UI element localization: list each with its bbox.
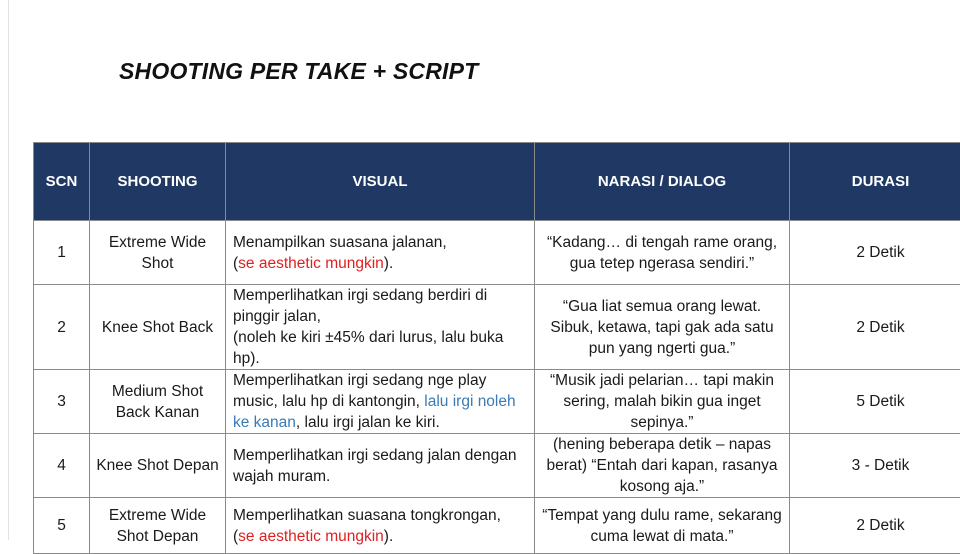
cell-visual: Memperlihatkan irgi sedang jalan dengan wajah muram. — [226, 434, 535, 498]
cell-shooting: Extreme Wide Shot Depan — [90, 498, 226, 554]
page-edge-rule — [8, 0, 9, 540]
cell-durasi: 2 Detik — [790, 285, 960, 370]
cell-narasi: “Gua liat semua orang lewat. Sibuk, ketawa, tapi gak ada satu pun yang ngerti gua.” — [535, 285, 790, 370]
table-header-row — [34, 143, 960, 221]
visual-highlight-red: se aesthetic mungkin — [238, 528, 384, 545]
table-row — [34, 498, 960, 554]
cell-shooting: Knee Shot Depan — [90, 434, 226, 498]
visual-paren: ( — [233, 528, 238, 545]
cell-scn: 5 — [34, 498, 90, 554]
cell-scn: 4 — [34, 434, 90, 498]
shooting-script-table — [33, 142, 960, 554]
cell-visual — [226, 498, 535, 554]
cell-shooting: Knee Shot Back — [90, 285, 226, 370]
header-visual: VISUAL — [226, 143, 535, 221]
cell-durasi: 2 Detik — [790, 498, 960, 554]
cell-narasi: (hening beberapa detik – napas berat) “Entah dari kapan, rasanya kosong aja.” — [535, 434, 790, 498]
cell-shooting: Extreme Wide Shot — [90, 221, 226, 285]
document-title: SHOOTING PER TAKE + SCRIPT — [119, 58, 478, 85]
table-row — [34, 285, 960, 370]
header-shooting: SHOOTING — [90, 143, 226, 221]
visual-paren: ). — [384, 528, 393, 545]
visual-paren: ( — [233, 255, 238, 272]
visual-text: , lalu irgi jalan ke kiri. — [296, 414, 440, 431]
cell-visual — [226, 285, 535, 370]
header-scn: SCN — [34, 143, 90, 221]
visual-text: Memperlihatkan irgi sedang berdiri di pinggir jalan, — [233, 287, 487, 325]
visual-text: Memperlihatkan suasana tongkrongan, — [233, 507, 501, 524]
visual-text: Memperlihatkan irgi sedang nge play music, lalu hp di kantongin, — [233, 372, 486, 410]
visual-highlight-blue: lalu irgi noleh ke kanan — [233, 393, 516, 431]
cell-scn: 1 — [34, 221, 90, 285]
cell-narasi: “Tempat yang dulu rame, sekarang cuma lewat di mata.” — [535, 498, 790, 554]
table-row — [34, 434, 960, 498]
visual-highlight-red: se aesthetic mungkin — [238, 255, 384, 272]
cell-durasi: 2 Detik — [790, 221, 960, 285]
cell-visual — [226, 221, 535, 285]
header-durasi: DURASI — [790, 143, 960, 221]
cell-durasi: 5 Detik — [790, 370, 960, 434]
table-row — [34, 370, 960, 434]
cell-durasi: 3 - Detik — [790, 434, 960, 498]
cell-scn: 2 — [34, 285, 90, 370]
cell-shooting: Medium Shot Back Kanan — [90, 370, 226, 434]
visual-paren: ). — [384, 255, 393, 272]
table-row — [34, 221, 960, 285]
cell-scn: 3 — [34, 370, 90, 434]
cell-visual — [226, 370, 535, 434]
visual-text: Menampilkan suasana jalanan, — [233, 234, 447, 251]
visual-text: (noleh ke kiri ±45% dari lurus, lalu buka hp). — [233, 329, 503, 367]
cell-narasi: “Musik jadi pelarian… tapi makin sering, malah bikin gua inget sepinya.” — [535, 370, 790, 434]
cell-narasi: “Kadang… di tengah rame orang, gua tetep ngerasa sendiri.” — [535, 221, 790, 285]
header-narasi: NARASI / DIALOG — [535, 143, 790, 221]
